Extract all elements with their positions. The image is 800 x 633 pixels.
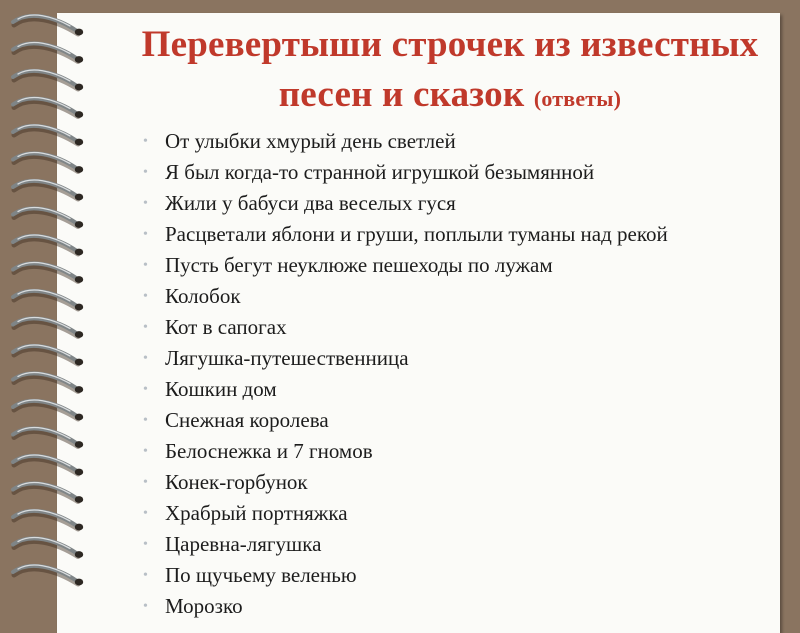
list-item bbox=[143, 436, 668, 467]
spiral-ring bbox=[13, 153, 83, 173]
list-item-text: Морозко bbox=[165, 594, 243, 618]
spiral-ring bbox=[13, 538, 83, 558]
spiral-ring bbox=[13, 345, 83, 365]
list-item bbox=[143, 405, 668, 436]
list-item-text: По щучьему веленью bbox=[165, 563, 357, 587]
spiral-ring bbox=[13, 235, 83, 255]
list-item-text: Конек-горбунок bbox=[165, 470, 308, 494]
spiral-ring bbox=[13, 565, 83, 585]
spiral-ring bbox=[13, 15, 83, 35]
list-item-text: Пусть бегут неуклюже пешеходы по лужам bbox=[165, 253, 553, 277]
list-item-text: Царевна-лягушка bbox=[165, 532, 322, 556]
list-item bbox=[143, 157, 668, 188]
spiral-ring bbox=[13, 428, 83, 448]
answer-list bbox=[143, 126, 668, 622]
bullet-icon: • bbox=[143, 320, 148, 335]
list-item-text: Кот в сапогах bbox=[165, 315, 287, 339]
spiral-ring bbox=[13, 263, 83, 283]
list-item-text: Жили у бабуси два веселых гуся bbox=[165, 191, 456, 215]
list-item-text: Расцветали яблони и груши, поплыли туманы над рекой bbox=[165, 222, 668, 246]
spiral-ring bbox=[13, 98, 83, 118]
bullet-icon: • bbox=[143, 382, 148, 397]
list-item bbox=[143, 529, 668, 560]
spiral-ring bbox=[13, 455, 83, 475]
bullet-icon: • bbox=[143, 444, 148, 459]
spiral-ring bbox=[13, 70, 83, 90]
list-item-text: Храбрый портняжка bbox=[165, 501, 348, 525]
spiral-ring bbox=[13, 373, 83, 393]
spiral-binding-icon bbox=[8, 14, 86, 600]
bullet-icon: • bbox=[143, 413, 148, 428]
bullet-icon: • bbox=[143, 475, 148, 490]
bullet-icon: • bbox=[143, 351, 148, 366]
bullet-icon: • bbox=[143, 289, 148, 304]
bullet-icon: • bbox=[143, 165, 148, 180]
bullet-icon: • bbox=[143, 134, 148, 149]
list-item-text: Лягушка-путешественница bbox=[165, 346, 409, 370]
spiral-ring bbox=[13, 318, 83, 338]
bullet-icon: • bbox=[143, 506, 148, 521]
list-item bbox=[143, 281, 668, 312]
list-item bbox=[143, 219, 668, 250]
bullet-icon: • bbox=[143, 599, 148, 614]
list-item-text: Кошкин дом bbox=[165, 377, 277, 401]
list-item-text: Снежная королева bbox=[165, 408, 329, 432]
list-item bbox=[143, 126, 668, 157]
list-item bbox=[143, 312, 668, 343]
bullet-icon: • bbox=[143, 258, 148, 273]
spiral-ring bbox=[13, 483, 83, 503]
bullet-icon: • bbox=[143, 227, 148, 242]
slide-title bbox=[130, 20, 770, 124]
list-item-text: Я был когда-то странной игрушкой безымянной bbox=[165, 160, 595, 184]
spiral-ring bbox=[13, 510, 83, 530]
bullet-icon: • bbox=[143, 196, 148, 211]
spiral-ring bbox=[13, 125, 83, 145]
list-item bbox=[143, 498, 668, 529]
slide-title-note: (ответы) bbox=[533, 86, 622, 111]
list-item bbox=[143, 591, 668, 622]
spiral-ring bbox=[13, 180, 83, 200]
bullet-icon: • bbox=[143, 568, 148, 583]
list-item-text: От улыбки хмурый день светлей bbox=[165, 129, 456, 153]
list-item bbox=[143, 560, 668, 591]
list-item bbox=[143, 467, 668, 498]
spiral-ring bbox=[13, 400, 83, 420]
list-item bbox=[143, 250, 668, 281]
spiral-ring bbox=[13, 208, 83, 228]
list-item bbox=[143, 374, 668, 405]
bullet-icon: • bbox=[143, 537, 148, 552]
list-item-text: Белоснежка и 7 гномов bbox=[165, 439, 373, 463]
list-item-text: Колобок bbox=[165, 284, 241, 308]
list-item bbox=[143, 343, 668, 374]
slide-title-main: Перевертыши строчек из известных песен и сказок bbox=[141, 24, 759, 115]
list-item bbox=[143, 188, 668, 219]
spiral-ring bbox=[13, 290, 83, 310]
spiral-ring bbox=[13, 43, 83, 63]
